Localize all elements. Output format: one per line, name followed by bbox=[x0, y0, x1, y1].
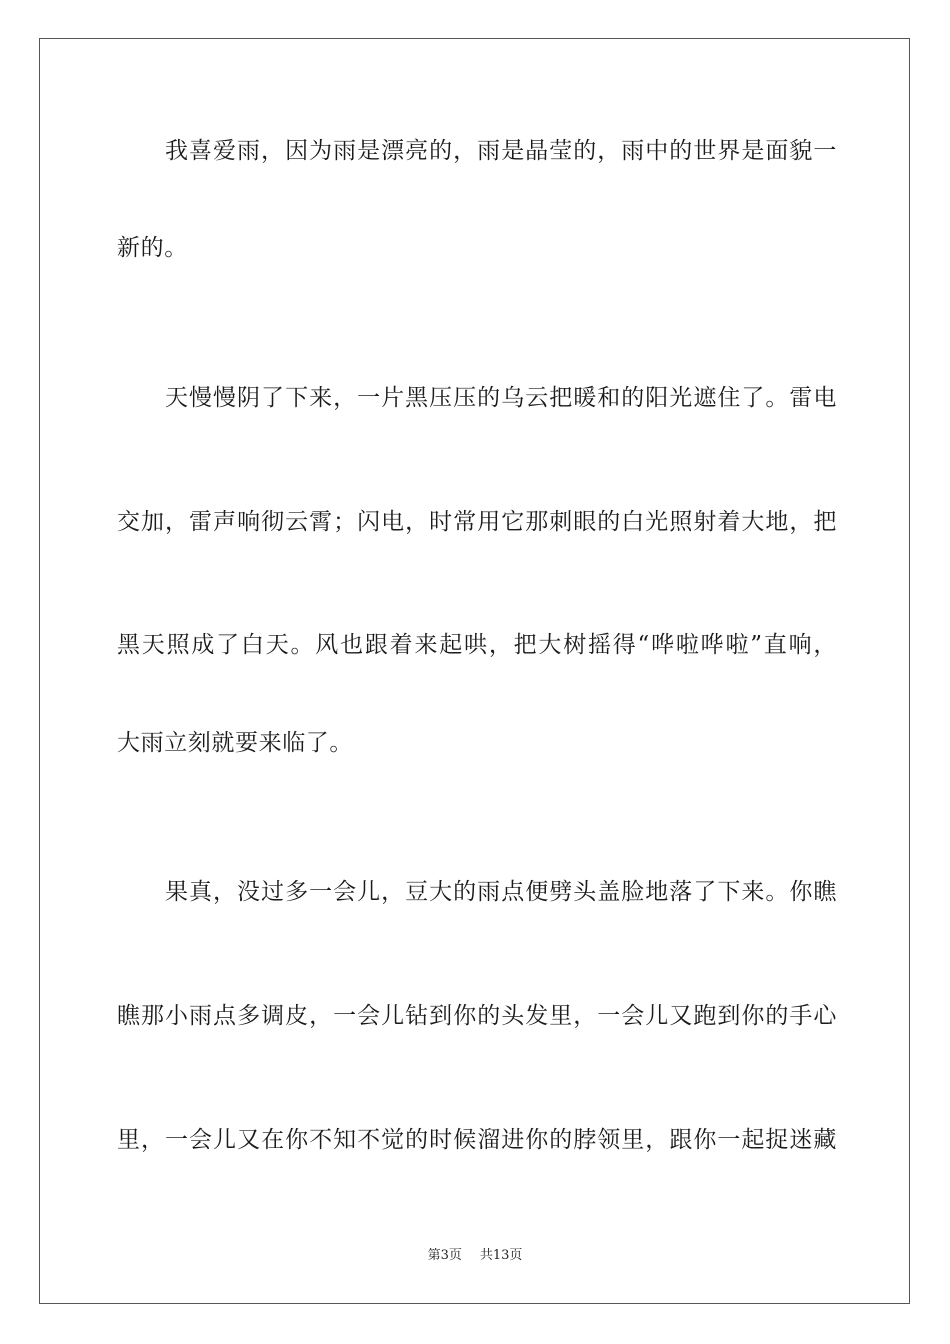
page-border bbox=[39, 38, 910, 1304]
paragraph-3-line-3: 里，一会儿又在你不知不觉的时候溜进你的脖领里，跟你一起捉迷藏 bbox=[117, 1127, 837, 1153]
paragraph-2-line-3: 黑天照成了白天。风也跟着来起哄，把大树摇得“哗啦哗啦”直响， bbox=[117, 632, 837, 658]
paragraph-1-line-1: 我喜爱雨，因为雨是漂亮的，雨是晶莹的，雨中的世界是面貌一 bbox=[165, 138, 837, 164]
paragraph-2-line-4: 大雨立刻就要来临了。 bbox=[117, 730, 353, 756]
page-number-current: 第3页 bbox=[427, 1248, 462, 1263]
page-number-total: 共13页 bbox=[479, 1248, 523, 1263]
paragraph-2-line-2: 交加，雷声响彻云霄；闪电，时常用它那刺眼的白光照射着大地，把 bbox=[117, 509, 837, 535]
page-footer bbox=[0, 1248, 950, 1264]
paragraph-3-line-2: 瞧那小雨点多调皮，一会儿钻到你的头发里，一会儿又跑到你的手心 bbox=[117, 1003, 837, 1029]
paragraph-3-line-1: 果真，没过多一会儿，豆大的雨点便劈头盖脸地落了下来。你瞧 bbox=[165, 879, 837, 905]
paragraph-2-line-1: 天慢慢阴了下来，一片黑压压的乌云把暖和的阳光遮住了。雷电 bbox=[165, 385, 837, 411]
paragraph-1-line-2: 新的。 bbox=[117, 235, 188, 261]
